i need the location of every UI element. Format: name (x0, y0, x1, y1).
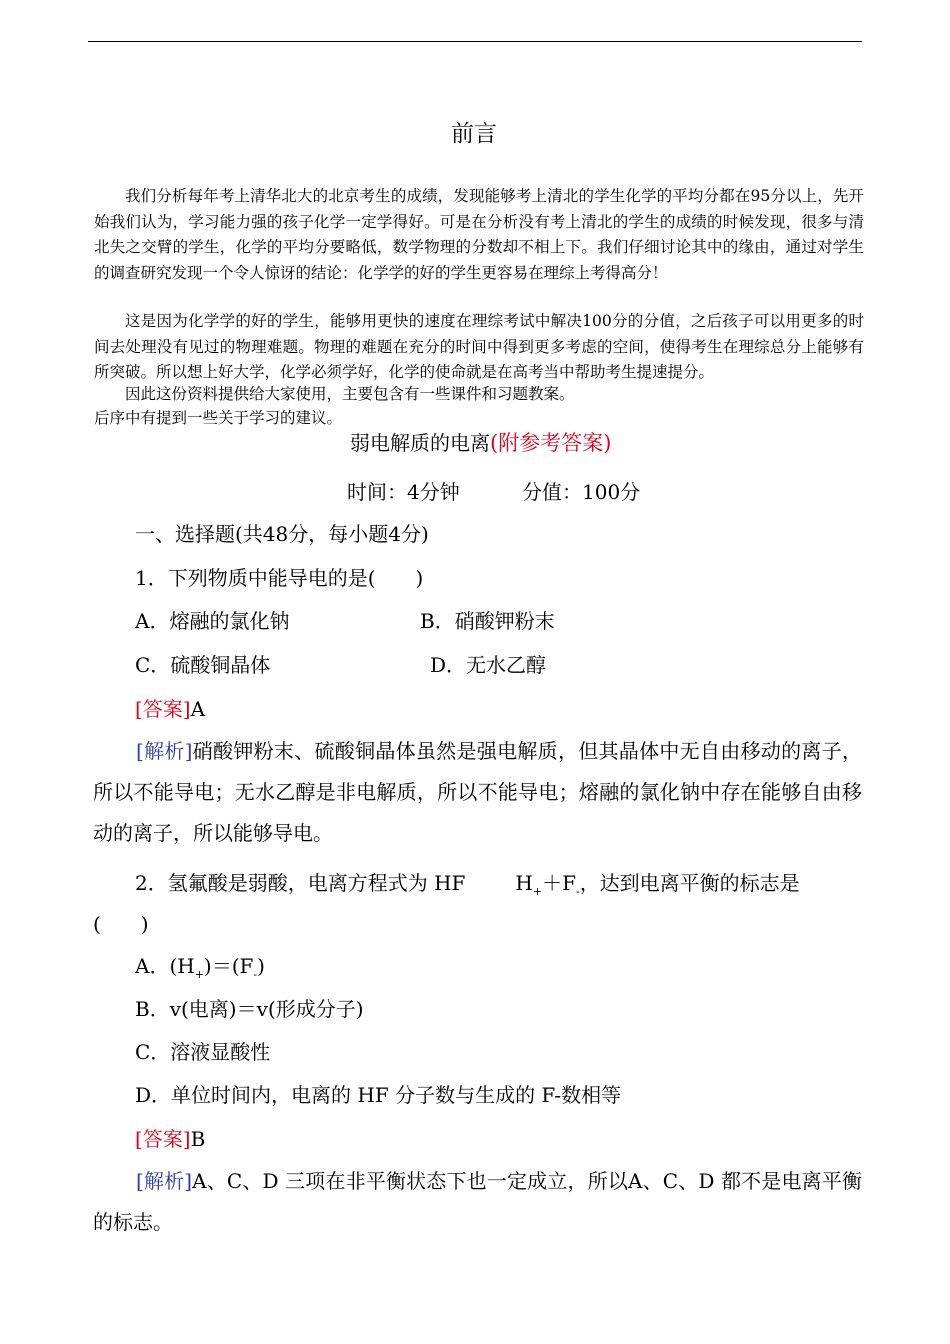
q1-analysis-tag: [解析] (136, 739, 193, 763)
q1-option-d: D．无水乙醇 (430, 653, 547, 677)
q2-analysis (93, 1161, 862, 1243)
preface-paragraph-4: 后序中有提到一些关于学习的建议。 (94, 409, 343, 427)
q1-answer (135, 694, 205, 724)
q2-option-a-plus: + (194, 968, 204, 981)
q2-blank: ( ) (93, 912, 149, 936)
exam-title (350, 428, 611, 458)
q2-option-b: B．v(电离)＝v(形成分子) (135, 997, 364, 1021)
q2-option-a (135, 951, 265, 990)
preface-paragraph-2: 这是因为化学学的好的学生，能够用更快的速度在理综考试中解决100分的分值，之后孩子可以用更多的时间去处理没有见过的物理难题。物理的难题在充分的时间中得到更多考虑的空间，使得考生在理综总分上能够有所突破。所以想上好大学，化学必须学好，化学的使命就是在高考当中帮助考生提速提分。 (94, 312, 864, 381)
preface-paragraph-1: 我们分析每年考上清华北大的北京考生的成绩，发现能够考上清北的学生化学的平均分都在95分以上，先开始我们认为，学习能力强的孩子化学一定学得好。可是在分析没有考上清北的学生的成绩的时候发现，很多与清北失之交臂的学生，化学的平均分要略低，数学物理的分数却不相上下。我们仔细讨论其中的缘由，通过对学生的调查研究发现一个令人惊讶的结论：化学学的好的学生更容易在理综上考得高分！ (94, 187, 864, 282)
q1-option-b: B．硝酸钾粉末 (420, 609, 555, 633)
q2-stem-part2: ，达到电离平衡的标志是 (579, 871, 800, 895)
q2-answer-tag: [答案] (135, 1127, 191, 1151)
q2-analysis-text: A、C、D 三项在非平衡状态下也一定成立，所以A、C、D 都不是电离平衡的标志。 (93, 1169, 863, 1234)
exam-score: 分值：100分 (522, 480, 641, 504)
q2-answer-value: B (190, 1127, 206, 1151)
preface-paragraph-3: 因此这份资料提供给大家使用，主要包含有一些课件和习题教案。 (125, 385, 575, 403)
exam-title-text: 弱电解质的电离 (350, 431, 490, 455)
exam-title-note: (附参考答案) (490, 431, 612, 455)
q2-answer (135, 1124, 205, 1154)
q2-ion-h-charge: + (532, 885, 543, 898)
q2-option-a-part3: ) (257, 954, 265, 978)
q2-ion-f-charge: - (575, 885, 580, 898)
q2-option-a-minus: - (253, 968, 258, 981)
header-rule (88, 41, 862, 42)
q1-stem: 1．下列物质中能导电的是( ) (135, 566, 424, 590)
q1-answer-value: A (190, 697, 206, 721)
q1-option-c: C．硫酸铜晶体 (135, 653, 271, 677)
q2-option-a-part2: )＝(F (203, 954, 254, 978)
q1-option-a: A．熔融的氯化钠 (135, 609, 290, 633)
q2-stem-part1: 2．氢氟酸是弱酸，电离方程式为 HF (135, 871, 466, 895)
q2-option-c: C．溶液显酸性 (135, 1040, 271, 1064)
preface-title: 前言 (451, 121, 497, 147)
q2-joiner: ＋F (542, 871, 576, 895)
q2-option-d: D．单位时间内，电离的 HF 分子数与生成的 F-数相等 (135, 1083, 622, 1107)
q1-analysis (93, 731, 862, 854)
exam-time: 时间：4分钟 (347, 480, 460, 504)
q1-answer-tag: [答案] (135, 697, 191, 721)
q2-analysis-tag: [解析] (136, 1169, 193, 1193)
q2-stem (135, 868, 800, 907)
q1-analysis-text: 硝酸钾粉末、硫酸铜晶体虽然是强电解质，但其晶体中无自由移动的离子，所以不能导电；无水乙醇是非电解质，所以不能导电；熔融的氯化钠中存在能够自由移动的离子，所以能够导电。 (93, 739, 863, 845)
q2-ion-h: H (515, 871, 533, 895)
q2-option-a-part1: A．(H (135, 954, 195, 978)
section-heading: 一、选择题(共48分，每小题4分) (135, 522, 429, 546)
